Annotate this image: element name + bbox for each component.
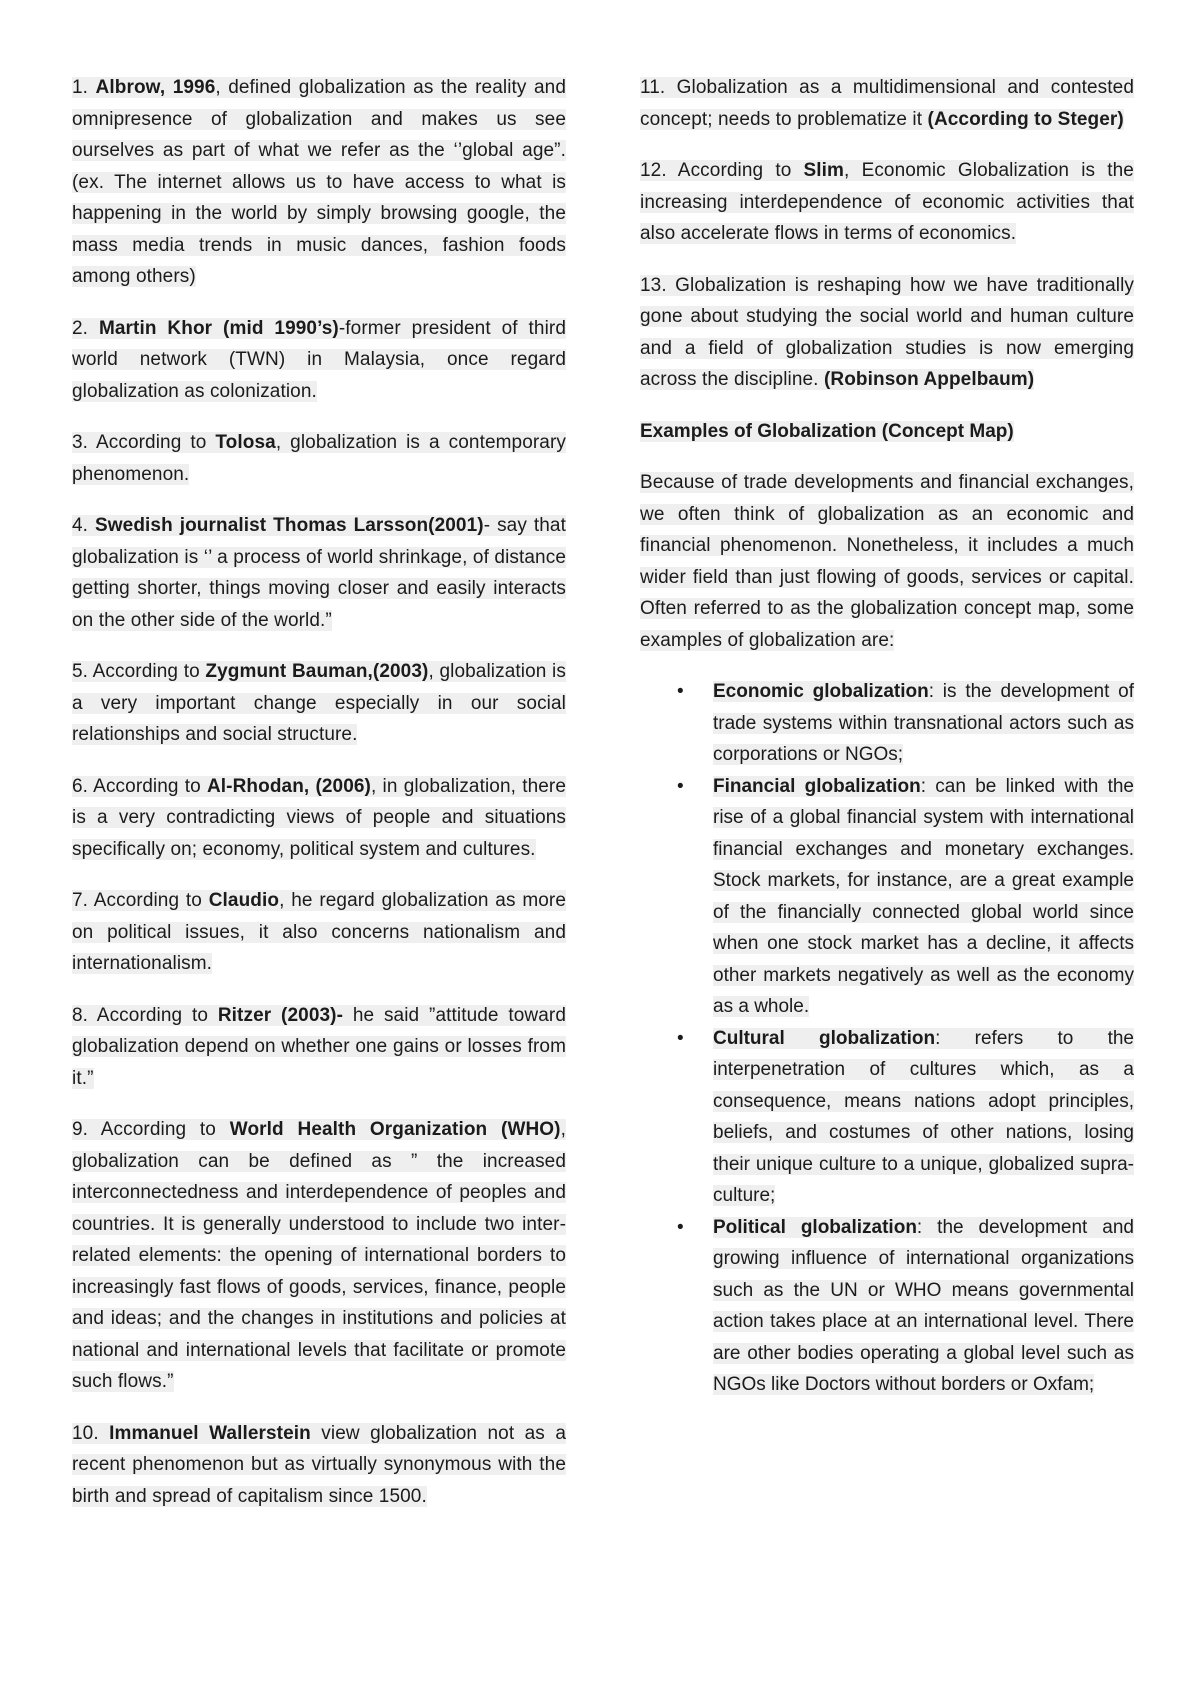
list-item bbox=[640, 676, 1134, 771]
definition-item-7 bbox=[72, 885, 566, 980]
definition-item-13 bbox=[640, 270, 1134, 396]
author-name: World Health Organization (WHO) bbox=[229, 1119, 561, 1140]
intro-text: Because of trade developments and financial exchanges, we often think of globalization as an economic and financial phenomenon. Nonetheless, it includes a much wider field than just flowing of goods, services or capital. Often referred to as the globalization concept map, some examples of globalization are: bbox=[640, 472, 1134, 651]
item-text: , globalization is a very important change especially in our social relationships and social structure. bbox=[72, 661, 566, 745]
item-text: , Economic Globalization is the increasing interdependence of economic activities that also accelerate flows in terms of economics. bbox=[640, 160, 1134, 244]
author-name: Martin Khor (mid 1990’s) bbox=[98, 317, 339, 339]
bullet-icon: • bbox=[677, 775, 684, 797]
list-item bbox=[640, 771, 1134, 1023]
item-prefix: 10. bbox=[72, 1422, 110, 1444]
author-name: Swedish journalist Thomas Larsson(2001) bbox=[95, 515, 484, 536]
bullet-icon: • bbox=[677, 681, 684, 702]
section-heading-text: Examples of Globalization (Concept Map) bbox=[640, 420, 1014, 442]
definition-item-2 bbox=[72, 313, 566, 408]
section-heading bbox=[640, 416, 1134, 448]
item-prefix: 5. According to bbox=[72, 661, 206, 682]
bullet-text: : refers to the interpenetration of cultures which, as a consequence, means nations adopt principles, beliefs, and costumes of other nations, losing their unique culture to a unique, globalized supra-culture; bbox=[713, 1027, 1134, 1206]
author-name: Ritzer (2003)- bbox=[217, 1004, 344, 1026]
author-name: Al-Rhodan, (2006) bbox=[206, 775, 371, 797]
definition-item-6 bbox=[72, 771, 566, 866]
item-text: , defined globalization as the reality and omnipresence of globalization and makes us see ourselves as part of what we refer as the ‘’global age”. (ex. The internet allows us to have access to what is happening in the world by simply browsing google, the mass media trends in music dances, fashion foods among others) bbox=[72, 77, 566, 287]
author-name: Zygmunt Bauman,(2003) bbox=[205, 661, 429, 682]
item-text: - say that globalization is ‘’ a process of world shrinkage, of distance getting shorter, things moving closer and easily interacts on the other side of the world.” bbox=[72, 515, 566, 631]
item-prefix: 8. According to bbox=[72, 1004, 218, 1026]
definition-item-9 bbox=[72, 1114, 566, 1398]
bullet-term: Cultural globalization bbox=[713, 1027, 936, 1049]
bullet-term: Political globalization bbox=[713, 1216, 917, 1238]
item-prefix: 12. According to bbox=[640, 160, 804, 181]
definition-item-8 bbox=[72, 1000, 566, 1095]
list-item bbox=[640, 1212, 1134, 1401]
author-name: Slim bbox=[803, 160, 845, 181]
bullet-term: Economic globalization bbox=[713, 681, 929, 702]
item-text: 13. Globalization is reshaping how we have traditionally gone about studying the social world and human culture and a field of globalization studies is now emerging across the discipline. bbox=[640, 274, 1134, 390]
definition-item-5 bbox=[72, 656, 566, 751]
left-column bbox=[72, 72, 566, 1532]
item-text: view globalization not as a recent phenomenon but as virtually synonymous with the birth and spread of capitalism since 1500. bbox=[72, 1422, 566, 1507]
item-text: -former president of third world network (TWN) in Malaysia, once regard globalization as colonization. bbox=[72, 317, 566, 402]
definition-item-1 bbox=[72, 72, 566, 293]
item-prefix: 1. bbox=[72, 77, 96, 98]
definition-item-4 bbox=[72, 510, 566, 636]
item-prefix: 9. According to bbox=[72, 1119, 230, 1140]
item-prefix: 3. According to bbox=[72, 432, 216, 453]
definition-item-12 bbox=[640, 155, 1134, 250]
item-prefix: 2. bbox=[72, 317, 99, 339]
author-name: (Robinson Appelbaum) bbox=[823, 369, 1035, 390]
definition-item-3 bbox=[72, 427, 566, 490]
item-text: he said ”attitude toward globalization depend on whether one gains or losses from it.” bbox=[72, 1004, 567, 1089]
item-text: , globalization can be defined as ” the increased interconnectedness and interdependence of peoples and countries. It is generally understood to include two inter-related elements: the opening of international borders to increasingly fast flows of goods, services, finance, people and ideas; and the changes in institutions and policies at national and international levels that facilitate or promote such flows.” bbox=[72, 1119, 566, 1392]
item-text: , globalization is a contemporary phenomenon. bbox=[72, 432, 566, 485]
author-name: Immanuel Wallerstein bbox=[109, 1422, 311, 1444]
bullet-icon: • bbox=[677, 1216, 684, 1238]
examples-list bbox=[640, 676, 1134, 1401]
author-name: Tolosa bbox=[215, 432, 276, 453]
author-name: (According to Steger) bbox=[927, 108, 1124, 130]
item-prefix: 7. According to bbox=[72, 890, 209, 911]
bullet-text: : the development and growing influence of international organizations such as the UN or WHO means governmental action takes place at an international level. There are other bodies operating a global level such as NGOs like Doctors without borders or Oxfam; bbox=[713, 1216, 1134, 1395]
definition-item-10 bbox=[72, 1418, 566, 1513]
item-prefix: 6. According to bbox=[72, 775, 207, 797]
item-text: 11. Globalization as a multidimensional and contested concept; needs to problematize it bbox=[640, 77, 1134, 130]
item-text: , he regard globalization as more on political issues, it also concerns nationalism and internationalism. bbox=[72, 890, 567, 974]
right-column bbox=[640, 72, 1134, 1401]
list-item bbox=[640, 1023, 1134, 1212]
item-text: , in globalization, there is a very contradicting views of people and situations specifically on; economy, political system and cultures. bbox=[72, 775, 566, 860]
intro-paragraph bbox=[640, 467, 1134, 656]
author-name: Albrow, 1996 bbox=[95, 77, 216, 98]
item-prefix: 4. bbox=[72, 515, 95, 536]
definition-item-11 bbox=[640, 72, 1134, 135]
bullet-text: : can be linked with the rise of a global financial system with international financial exchanges and monetary exchanges. Stock markets, for instance, are a great example of the financially connected global world since when one stock market has a decline, it affects other markets negatively as well as the economy as a whole. bbox=[713, 775, 1134, 1017]
author-name: Claudio bbox=[208, 890, 280, 911]
bullet-icon: • bbox=[677, 1027, 684, 1049]
bullet-text: : is the development of trade systems within transnational actors such as corporations or NGOs; bbox=[713, 681, 1135, 765]
bullet-term: Financial globalization bbox=[713, 775, 921, 797]
